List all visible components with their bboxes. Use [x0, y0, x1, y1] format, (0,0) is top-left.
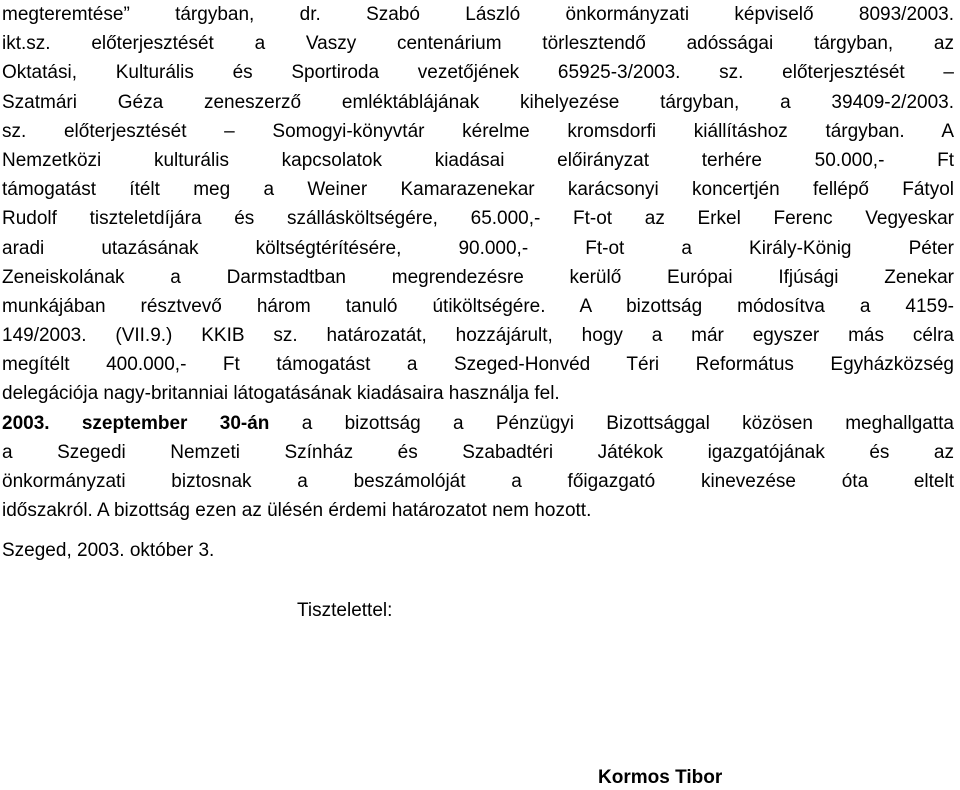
paragraph1-line-9: aradi utazásának költségtérítésére, 90.000,- Ft-ot a Király-König Péter [2, 237, 954, 259]
paragraph2-line-1-rest: a bizottság a Pénzügyi Bizottsággal közösen meghallgatta [269, 412, 954, 434]
paragraph1-line-7: támogatást ítélt meg a Weiner Kamarazenekar karácsonyi koncertjén fellépő Fátyol [2, 179, 954, 201]
paragraph1-line-12: 149/2003. (VII.9.) KKIB sz. határozatát, hozzájárult, hogy a már egyszer más célra [2, 325, 954, 347]
paragraph1-line-8: Rudolf tiszteletdíjára és szállásköltségére, 65.000,- Ft-ot az Erkel Ferenc Vegyeskar [2, 208, 954, 230]
paragraph1-line-10: Zeneiskolának a Darmstadtban megrendezésre kerülő Európai Ifjúsági Zenekar [2, 266, 954, 288]
paragraph1-line-11: munkájában résztvevő három tanuló útiköltségére. A bizottság módosítva a 4159- [2, 295, 954, 317]
place-and-date: Szeged, 2003. október 3. [2, 540, 215, 561]
meeting-day: szeptember 30-án [81, 412, 270, 434]
paragraph2-line-3: önkormányzati biztosnak a beszámolóját a főigazgató kinevezése óta eltelt [2, 471, 954, 492]
document-body [2, 0, 954, 525]
paragraph1-line-4: Szatmári Géza zeneszerző emléktáblájának kihelyezése tárgyban, a 39409-2/2003. [2, 91, 954, 113]
paragraph2-line-4: időszakról. A bizottság ezen az ülésén érdemi határozatot nem hozott. [2, 500, 592, 522]
closing-greeting: Tisztelettel: [297, 600, 393, 621]
paragraph1-line-13: megítélt 400.000,- Ft támogatást a Szeged-Honvéd Téri Református Egyházközség [2, 354, 954, 376]
paragraph1-line-6: Nemzetközi kulturális kapcsolatok kiadásai előirányzat terhére 50.000,- Ft [2, 149, 954, 171]
paragraph1-line-1: megteremtése” tárgyban, dr. Szabó László önkormányzati képviselő 8093/2003. [2, 4, 954, 25]
paragraph1-line-3: Oktatási, Kulturális és Sportiroda vezetőjének 65925-3/2003. sz. előterjesztését – [2, 62, 954, 84]
paragraph2-line-2: a Szegedi Nemzeti Színház és Szabadtéri Játékok igazgatójának és az [2, 441, 954, 463]
paragraph1-line-14: delegációja nagy-britanniai látogatásának kiadásaira használja fel. [2, 383, 560, 405]
paragraph2-line-1 [2, 409, 954, 438]
paragraph1-line-2: ikt.sz. előterjesztését a Vaszy centenárium törlesztendő adósságai tárgyban, az [2, 33, 954, 55]
paragraph1-line-5: sz. előterjesztését – Somogyi-könyvtár kérelme kromsdorfi kiállításhoz tárgyban. A [2, 120, 954, 142]
signature-name: Kormos Tibor [598, 767, 723, 788]
meeting-year: 2003. [2, 412, 50, 434]
